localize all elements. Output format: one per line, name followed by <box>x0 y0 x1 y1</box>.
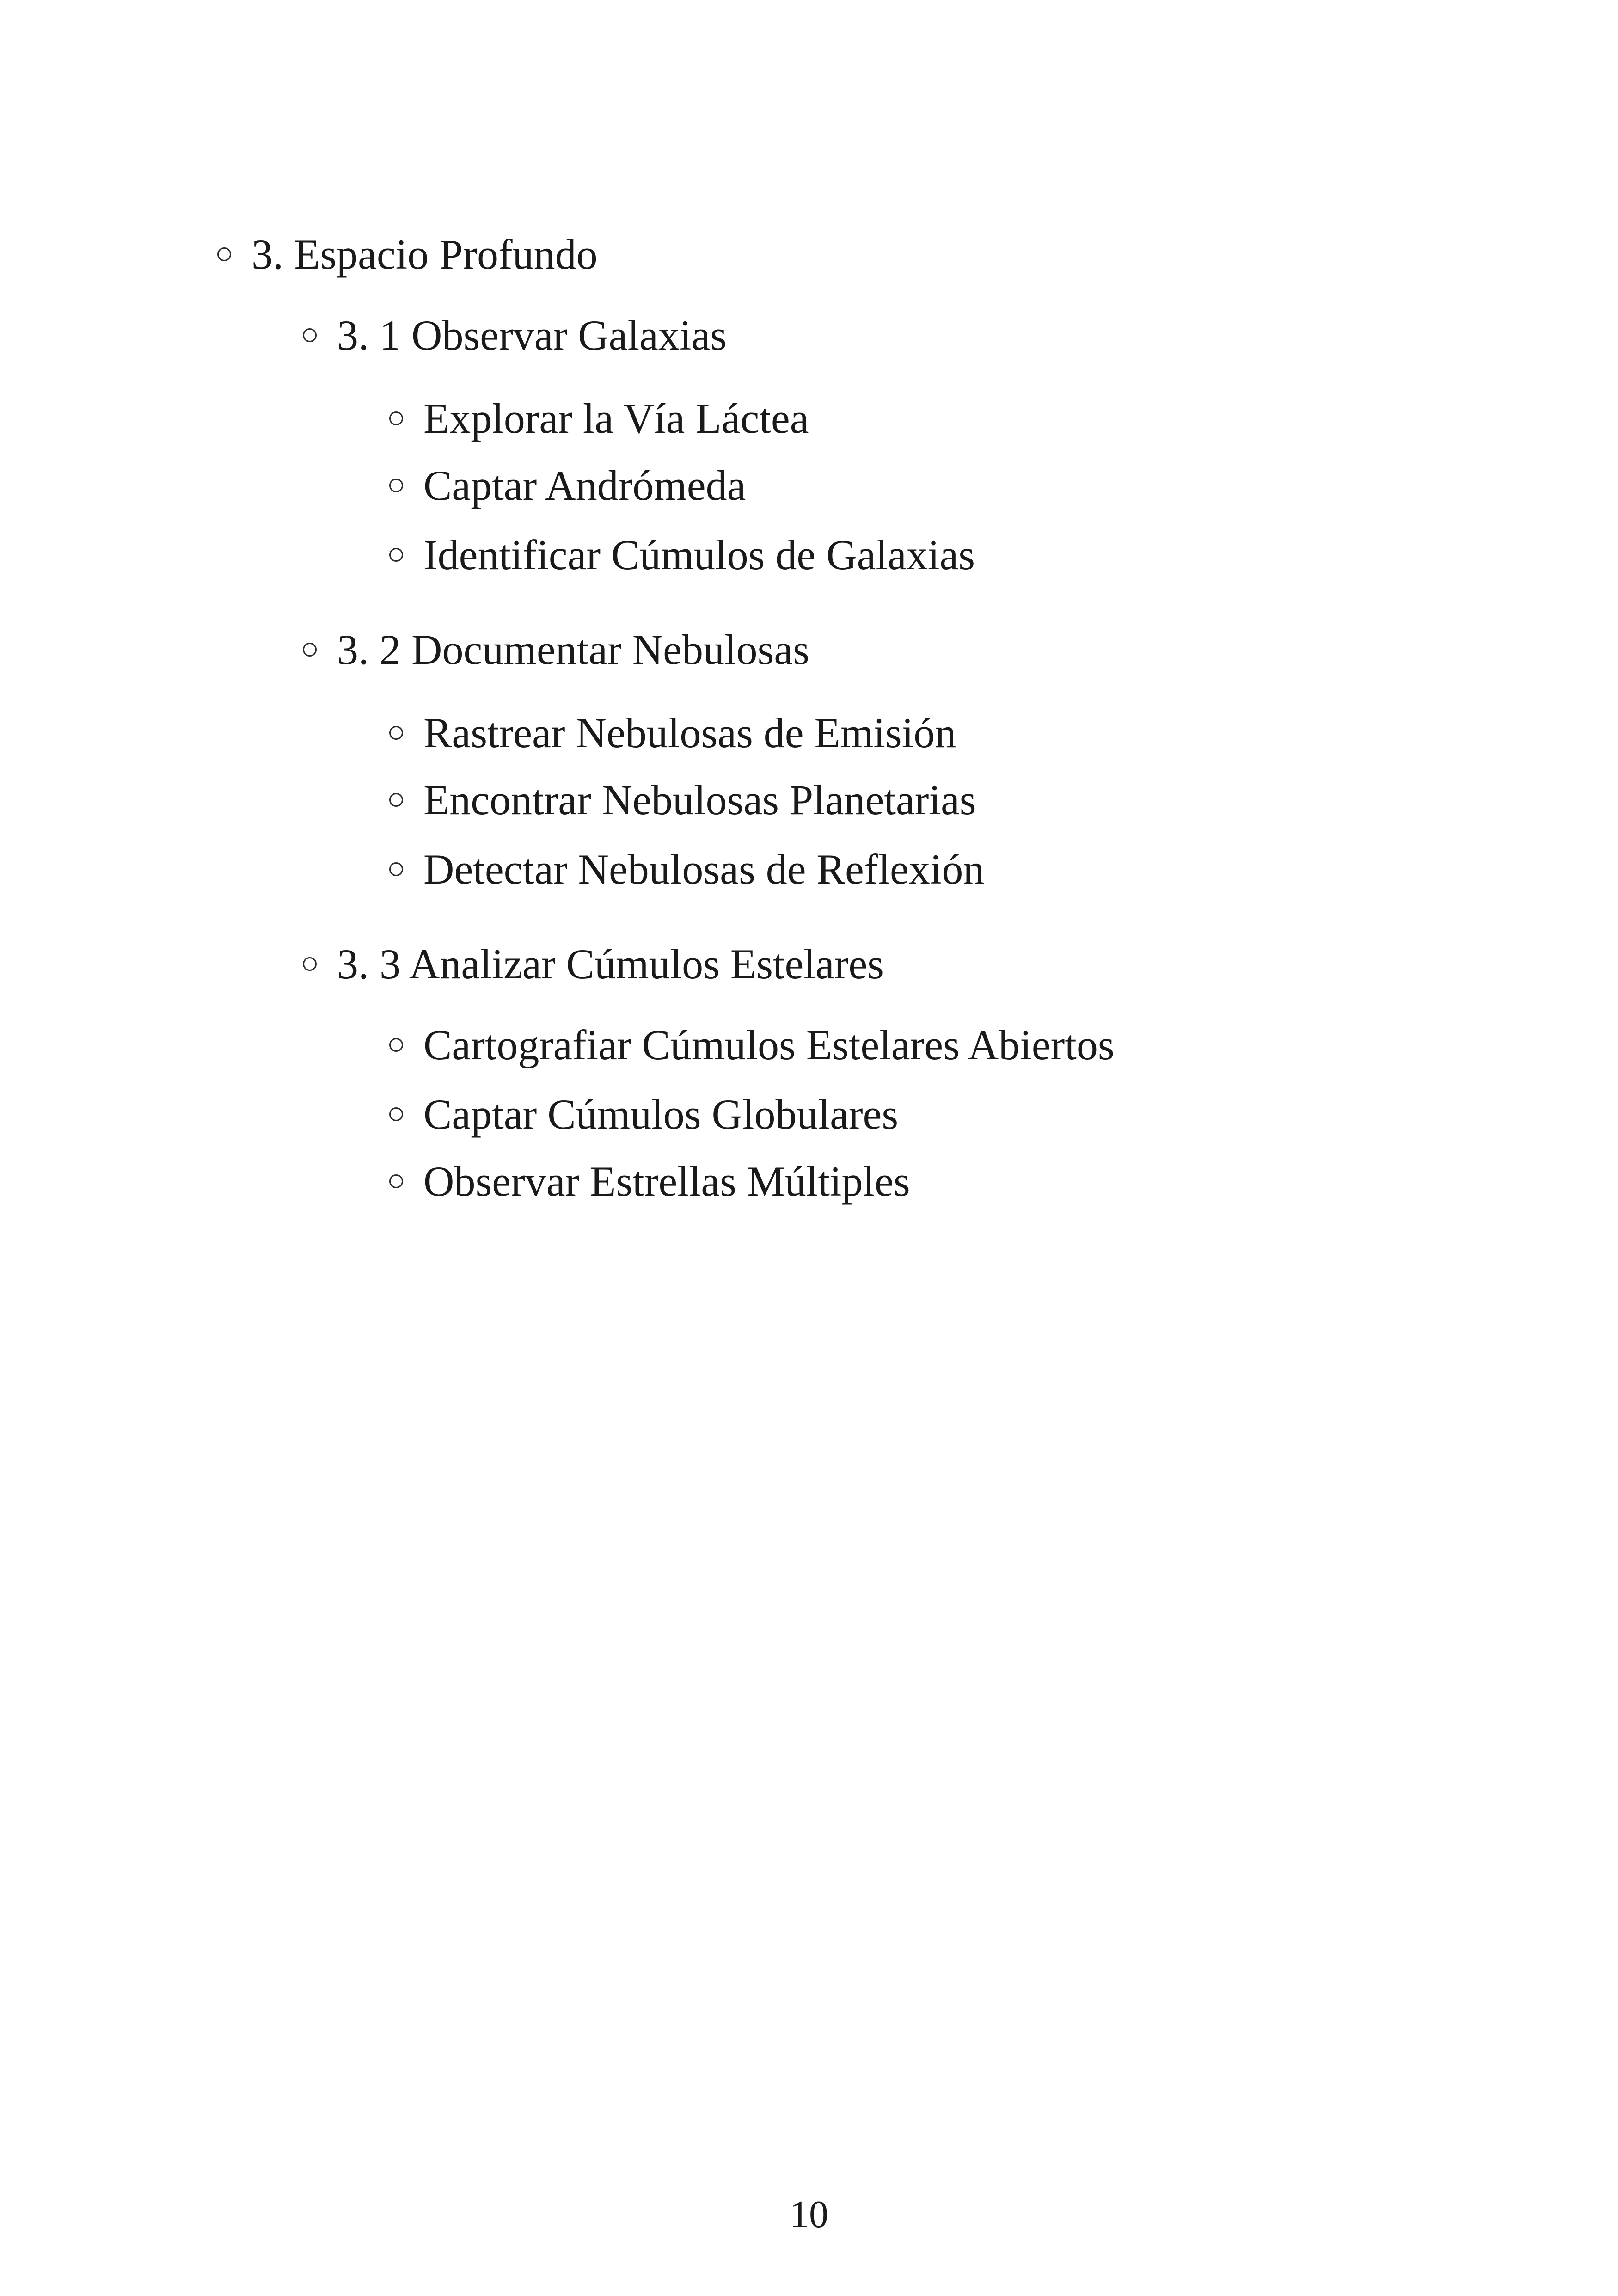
outline-item <box>389 1087 898 1142</box>
subsection-title: 3. 2 Documentar Nebulosas <box>337 626 809 673</box>
hollow-circle-bullet-icon <box>389 726 403 740</box>
outline-item <box>389 1017 1115 1073</box>
hollow-circle-bullet-icon <box>303 957 317 971</box>
outline-subsection <box>303 622 809 677</box>
subsection-title: 3. 3 Analizar Cúmulos Estelares <box>337 940 884 988</box>
item-label: Rastrear Nebulosas de Emisión <box>423 709 956 756</box>
outline-item <box>389 458 746 513</box>
outline-subsection <box>303 936 884 992</box>
outline-section <box>217 227 598 282</box>
item-label: Cartografiar Cúmulos Estelares Abiertos <box>423 1021 1115 1068</box>
subsection-title: 3. 1 Observar Galaxias <box>337 312 727 359</box>
outline-item <box>389 841 984 897</box>
item-label: Explorar la Vía Láctea <box>423 395 809 442</box>
outline-item <box>389 1154 910 1209</box>
outline-item <box>389 705 956 761</box>
outline-item <box>389 772 976 828</box>
item-label: Detectar Nebulosas de Reflexión <box>423 846 985 893</box>
hollow-circle-bullet-icon <box>389 1107 403 1121</box>
page-number: 10 <box>790 2193 828 2236</box>
item-label: Captar Andrómeda <box>423 462 746 509</box>
hollow-circle-bullet-icon <box>389 479 403 492</box>
hollow-circle-bullet-icon <box>303 643 317 657</box>
outline-item <box>389 391 809 446</box>
outline-subsection <box>303 307 727 363</box>
hollow-circle-bullet-icon <box>389 1174 403 1188</box>
hollow-circle-bullet-icon <box>389 793 403 807</box>
hollow-circle-bullet-icon <box>389 411 403 425</box>
hollow-circle-bullet-icon <box>217 247 231 261</box>
item-label: Identificar Cúmulos de Galaxias <box>423 531 975 578</box>
outline-item <box>389 527 975 583</box>
hollow-circle-bullet-icon <box>389 862 403 876</box>
hollow-circle-bullet-icon <box>389 548 403 562</box>
item-label: Encontrar Nebulosas Planetarias <box>423 776 976 823</box>
item-label: Observar Estrellas Múltiples <box>423 1158 910 1205</box>
item-label: Captar Cúmulos Globulares <box>423 1091 899 1138</box>
hollow-circle-bullet-icon <box>389 1038 403 1052</box>
section-title: 3. Espacio Profundo <box>251 231 598 278</box>
hollow-circle-bullet-icon <box>303 328 317 342</box>
